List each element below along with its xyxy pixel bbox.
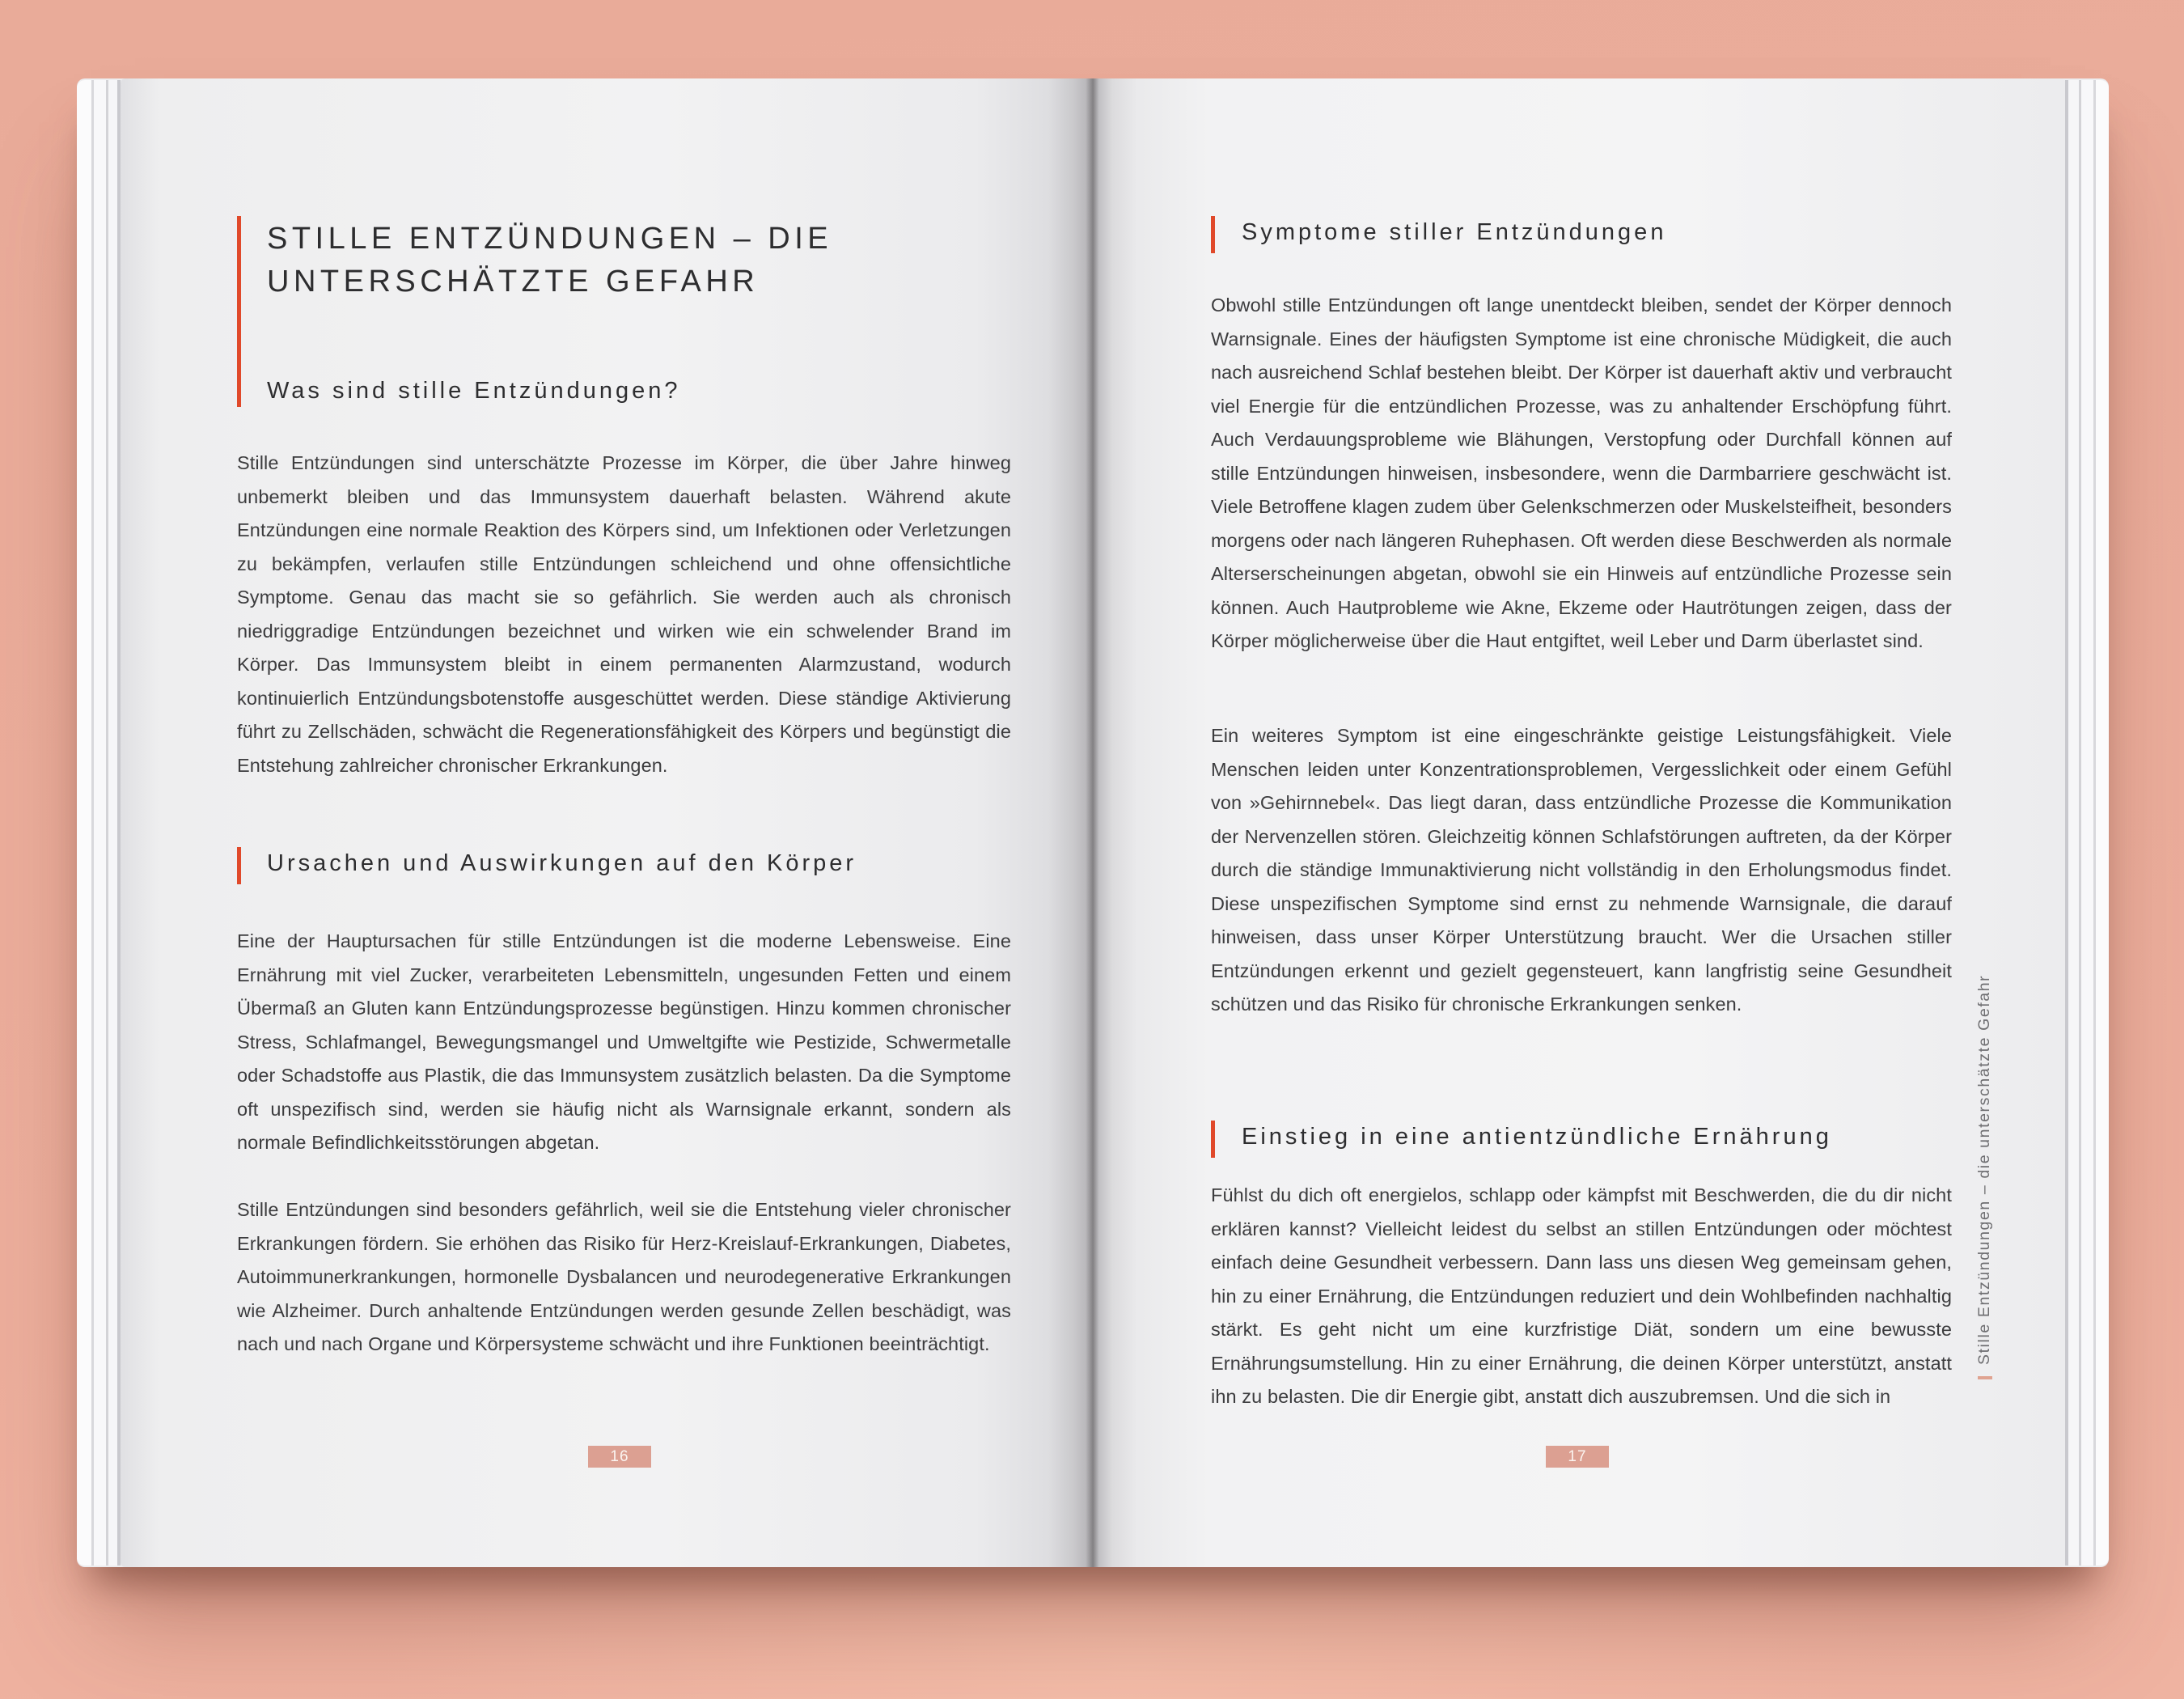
paragraph-symptoms-fatigue-digestion-skin: Obwohl stille Entzündungen oft lange unentdeckt bleiben, sendet der Körper dennoch Warnsignale. Eines der häufigsten Symptome ist eine chronische Müdigkeit, die auch nach ausreichend Schlaf bestehen bleibt. Der Körper ist dauerhaft aktiv und verbraucht viel Energie für die entzündlichen Prozesse, was zu anhaltender Erschöpfung führt. Auch Verdauungsprobleme wie Blähungen, Verstopfung oder Durchfall können auf stille Entzündungen hinweisen, insbesondere, wenn die Darmbarriere geschwächt ist. Viele Betroffene klagen zudem über Gelenkschmerzen oder Muskelsteifheit, besonders morgens oder nach längeren Ruhephasen. Oft werden diese Beschwerden als normale Alterserscheinungen abgetan, obwohl sie ein Hinweis auf entzündliche Prozesse sein können. Auch Hautprobleme wie Akne, Ekzeme oder Hautrötungen zeigen, dass der Körper möglicherweise über die Haut entgiftet, weil Leber und Darm überlastet sind. xyxy=(1211,294,1952,651)
page-number-badge-left: 16 xyxy=(588,1446,651,1468)
right-page xyxy=(1093,78,2065,1567)
section-heading-einstieg-antientzuendliche-ernaehrung: Einstieg in eine antientzündliche Ernährung xyxy=(1242,1124,1832,1150)
section-heading-accent-rule xyxy=(1211,1121,1215,1158)
paragraph-symptoms-brain-fog-sleep: Ein weiteres Symptom ist eine eingeschränkte geistige Leistungsfähigkeit. Viele Menschen leiden unter Konzentrationsproblemen, Vergesslichkeit oder einem Gefühl von »Gehirnnebel«. Das liegt daran, dass entzündliche Prozesse die Kommunikation der Nervenzellen stören. Gleichzeitig können Schlafstörungen auftreten, da der Körper durch die ständige Immunaktivierung nicht vollständig in den Erholungsmodus findet. Diese unspezifischen Symptome sind ernst zu nehmende Warnsignale, die darauf hinweisen, dass unser Körper Unterstützung braucht. Wer die Ursachen stiller Entzündungen erkennt und gezielt gegensteuert, kann langfristig seine Gesundheit schützen und das Risiko für chronische Erkrankungen senken. xyxy=(1211,725,1952,1015)
margin-note-accent-dash xyxy=(1978,1376,1992,1379)
chapter-title-line-2: UNTERSCHÄTZTE GEFAHR xyxy=(267,265,760,299)
section-heading-ursachen-und-auswirkungen: Ursachen und Auswirkungen auf den Körper xyxy=(267,850,857,876)
paragraph-chronic-disease-risk: Stille Entzündungen sind besonders gefährlich, weil sie die Entstehung vieler chronischer Erkrankungen fördern. Sie erhöhen das Risiko für Herz-Kreislauf-Erkrankungen, Diabetes, Autoimmunerkrankungen, hormonelle Dysbalancen und neurodegenerative Erkrankungen wie Alzheimer. Durch anhaltende Entzündungen werden gesunde Zellen beschädigt, was nach und nach Organe und Körpersysteme schwächt und ihre Funktionen beeinträchtigt. xyxy=(237,1199,1011,1354)
open-book xyxy=(77,78,2109,1567)
chapter-title xyxy=(267,218,832,303)
chapter-title-accent-rule xyxy=(237,216,241,407)
left-page xyxy=(121,78,1093,1567)
section-heading-symptome-stiller-entzuendungen: Symptome stiller Entzündungen xyxy=(1242,219,1667,245)
running-chapter-margin-note xyxy=(1975,975,1994,1379)
section-heading-accent-rule xyxy=(1211,216,1215,253)
paragraph-definition-silent-inflammation: Stille Entzündungen sind unterschätzte Prozesse im Körper, die über Jahre hinweg unbemerkt bleiben und das Immunsystem dauerhaft belasten. Während akute Entzündungen eine normale Reaktion des Körpers sind, um Infektionen oder Verletzungen zu bekämpfen, verlaufen stille Entzündungen schleichend und ohne offensichtliche Symptome. Genau das macht sie so gefährlich. Sie werden auch als chronisch niedriggradige Entzündungen bezeichnet und wirken wie ein schwelender Brand im Körper. Das Immunsystem bleibt in einem permanenten Alarmzustand, wodurch kontinuierlich Entzündungsbotenstoffe ausgeschüttet werden. Diese ständige Aktivierung führt zu Zellschäden, schwächt die Regenerationsfähigkeit des Körpers und begünstigt die Entstehung zahlreicher chronischer Erkrankungen. xyxy=(237,452,1011,776)
section-heading-accent-rule xyxy=(237,847,241,884)
chapter-title-line-1: STILLE ENTZÜNDUNGEN – DIE xyxy=(267,222,833,256)
page-stack-left-edge xyxy=(77,80,121,1566)
page-number-badge-right: 17 xyxy=(1546,1446,1609,1468)
margin-note-text: Stille Entzündungen – die unterschätzte Gefahr xyxy=(1975,974,1993,1365)
page-stack-right-edge xyxy=(2065,80,2109,1566)
paragraph-causes-modern-lifestyle: Eine der Hauptursachen für stille Entzündungen ist die moderne Lebensweise. Eine Ernährung mit viel Zucker, verarbeiteten Lebensmitteln, ungesunden Fetten und einem Übermaß an Gluten kann Entzündungsprozesse begünstigen. Hinzu kommen chronischer Stress, Schlafmangel, Bewegungsmangel und Umweltgifte wie Pestizide, Schwermetalle oder Schadstoffe aus Plastik, die das Immunsystem zusätzlich belasten. Da die Symptome oft unspezifisch sind, werden sie häufig nicht als Warnsignale erkannt, sondern als normale Befindlichkeitsstörungen abgetan. xyxy=(237,930,1011,1153)
section-heading-was-sind-stille-entzuendungen: Was sind stille Entzündungen? xyxy=(267,378,681,404)
paragraph-intro-antiinflammatory-diet: Fühlst du dich oft energielos, schlapp oder kämpfst mit Beschwerden, die du dir nicht erklären kannst? Vielleicht leidest du selbst an stillen Entzündungen oder möchtest einfach deine Gesundheit verbessern. Dann lass uns diesen Weg gemeinsam gehen, hin zu einer Ernährung, die Entzündungen reduziert und dein Wohlbefinden nachhaltig stärkt. Es geht nicht um eine kurzfristige Diät, sondern um eine bewusste Ernährungsumstellung. Hin zu einer Ernährung, die deinen Körper unterstützt, anstatt ihn zu belasten. Die dir Energie gibt, anstatt dich auszubremsen. Und die sich in xyxy=(1211,1184,1952,1407)
